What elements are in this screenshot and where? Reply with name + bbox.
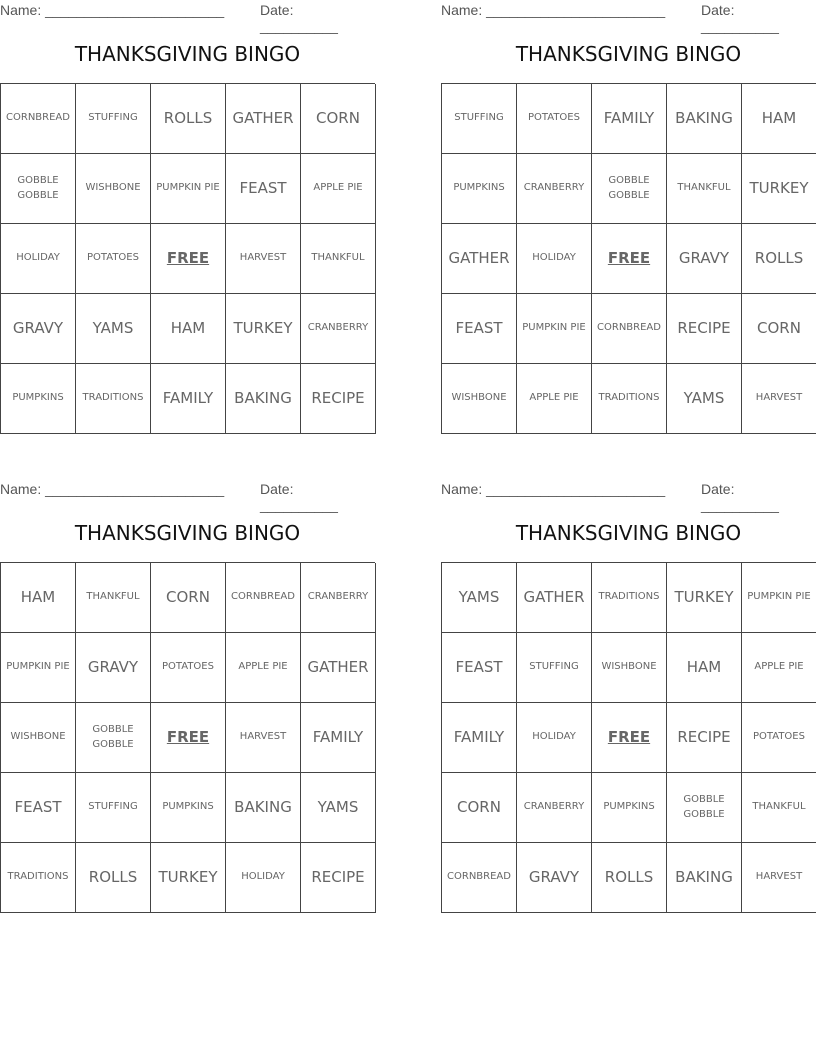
bingo-cell-label: CRANBERRY [307,591,369,603]
bingo-cell [151,84,226,154]
bingo-cell [301,843,376,913]
bingo-cell [226,563,301,633]
bingo-cell-label: FREE [166,248,210,267]
bingo-cell-label: YAMS [317,797,359,816]
bingo-cell-label: CORN [316,108,360,127]
name-field: Name: _______________________ [441,2,666,18]
bingo-cell [667,294,742,364]
bingo-cell [667,773,742,843]
card-title: THANKSGIVING BINGO [515,521,742,545]
bingo-cell [76,703,151,773]
bingo-cell-label: STUFFING [529,661,579,673]
bingo-cell-label: ROLLS [604,867,654,886]
bingo-cell-label: APPLE PIE [754,661,804,673]
bingo-cell [1,843,76,913]
bingo-cell-label: GATHER [232,108,294,127]
bingo-cell-label: THANKFUL [86,591,140,603]
bingo-cell [76,224,151,294]
bingo-cell [226,224,301,294]
bingo-cell [667,563,742,633]
bingo-cell-label: GOBBLE GOBBLE [608,175,650,201]
bingo-cell [1,364,76,434]
bingo-cell-label: APPLE PIE [529,392,579,404]
bingo-cell [667,224,742,294]
date-field: Date: __________ [260,481,338,513]
bingo-cell [151,294,226,364]
bingo-cell-label: FAMILY [453,727,505,746]
name-field: Name: _______________________ [0,2,225,18]
bingo-grid [441,562,816,913]
bingo-cell [76,84,151,154]
bingo-cell [667,84,742,154]
bingo-cell-label: TURKEY [233,318,293,337]
bingo-cell [226,364,301,434]
bingo-cell [151,843,226,913]
bingo-cell [742,224,816,294]
bingo-cell-label: PUMPKINS [453,182,505,194]
bingo-cell [592,633,667,703]
bingo-cell-label: YAMS [458,587,500,606]
bingo-cell-label: STUFFING [88,801,138,813]
bingo-cell-label: CORNBREAD [597,322,661,334]
bingo-cell [442,84,517,154]
bingo-cell-label: GOBBLE GOBBLE [17,175,59,201]
bingo-cell [301,154,376,224]
bingo-cell [517,294,592,364]
bingo-cell-label: YAMS [683,388,725,407]
bingo-cell-label: STUFFING [454,112,504,124]
bingo-cell [226,154,301,224]
bingo-cell [517,703,592,773]
bingo-cell-label: RECIPE [311,388,365,407]
bingo-cell [442,843,517,913]
bingo-cell-label: STUFFING [88,112,138,124]
bingo-cell [1,633,76,703]
bingo-cell [226,294,301,364]
bingo-cell-label: HAM [170,318,206,337]
bingo-grid [0,83,375,434]
bingo-cell [592,563,667,633]
bingo-cell [151,154,226,224]
bingo-cell [1,703,76,773]
bingo-cell-label: FAMILY [603,108,655,127]
bingo-cell-label: FREE [607,727,651,746]
bingo-cell-label: FEAST [455,318,503,337]
bingo-cell [742,84,816,154]
bingo-cell-label: HOLIDAY [532,252,576,264]
bingo-cell [442,294,517,364]
bingo-cell-label: TURKEY [674,587,734,606]
bingo-cell-label: ROLLS [754,248,804,267]
bingo-cell-label: PUMPKIN PIE [522,322,586,334]
bingo-cell-label: TRADITIONS [82,392,144,404]
bingo-cell [226,703,301,773]
bingo-cell-label: CORN [757,318,801,337]
bingo-cell-label: THANKFUL [311,252,365,264]
name-field: Name: _______________________ [441,481,666,497]
bingo-cell-label: BAKING [234,388,292,407]
bingo-cell [742,633,816,703]
bingo-card [0,479,375,909]
bingo-cell [1,224,76,294]
bingo-cell-label: PUMPKIN PIE [6,661,70,673]
bingo-cell-label: HARVEST [755,871,803,883]
bingo-cell-label: HARVEST [755,392,803,404]
bingo-cell-label: RECIPE [311,867,365,886]
bingo-cell-label: HOLIDAY [532,731,576,743]
bingo-cell-label: HOLIDAY [16,252,60,264]
free-space [592,703,667,773]
bingo-cell [301,773,376,843]
bingo-cell-label: GATHER [448,248,510,267]
bingo-cell [742,364,816,434]
bingo-cell-label: CRANBERRY [523,182,585,194]
bingo-cell [442,563,517,633]
bingo-cell-label: WISHBONE [451,392,507,404]
bingo-cell [592,84,667,154]
bingo-cell [1,154,76,224]
free-space [151,224,226,294]
bingo-cell-label: PUMPKIN PIE [156,182,220,194]
bingo-cell [517,563,592,633]
bingo-cell [592,773,667,843]
bingo-cell [742,773,816,843]
bingo-cell [76,563,151,633]
bingo-cell [1,773,76,843]
bingo-cell-label: RECIPE [677,727,731,746]
bingo-cell-label: GATHER [307,657,369,676]
bingo-cell-label: ROLLS [163,108,213,127]
bingo-cell [226,843,301,913]
bingo-cell-label: APPLE PIE [313,182,363,194]
card-title: THANKSGIVING BINGO [74,42,301,66]
name-date-fields [0,481,375,513]
bingo-cell [517,633,592,703]
bingo-cell [742,703,816,773]
bingo-cell-label: RECIPE [677,318,731,337]
bingo-cell-label: HAM [761,108,797,127]
bingo-cell-label: CORNBREAD [6,112,70,124]
bingo-cell-label: GATHER [523,587,585,606]
bingo-cell [1,84,76,154]
name-date-fields [441,2,816,34]
bingo-cell [1,294,76,364]
free-space [592,224,667,294]
bingo-cell [517,843,592,913]
bingo-cell-label: WISHBONE [601,661,657,673]
bingo-cell [76,843,151,913]
bingo-cell-label: HARVEST [239,252,287,264]
bingo-cell-label: TRADITIONS [598,591,660,603]
bingo-cell-label: YAMS [92,318,134,337]
bingo-cell [517,154,592,224]
bingo-cell [517,84,592,154]
bingo-cell [301,633,376,703]
bingo-cell [742,563,816,633]
bingo-cell [742,154,816,224]
bingo-cell [76,773,151,843]
bingo-cell [442,703,517,773]
date-field: Date: __________ [260,2,338,34]
bingo-cell [151,633,226,703]
bingo-cell-label: TURKEY [749,178,809,197]
bingo-cell-label: ROLLS [88,867,138,886]
name-date-fields [0,2,375,34]
bingo-cell-label: FREE [166,727,210,746]
bingo-cell-label: CRANBERRY [523,801,585,813]
bingo-cell [76,364,151,434]
bingo-card [441,479,816,909]
bingo-cell [301,703,376,773]
bingo-cell-label: BAKING [675,108,733,127]
bingo-cell-label: GOBBLE GOBBLE [683,794,725,820]
bingo-cell [592,154,667,224]
bingo-cell-label: GRAVY [12,318,64,337]
bingo-cell [442,633,517,703]
card-title: THANKSGIVING BINGO [515,42,742,66]
bingo-cell-label: GRAVY [528,867,580,886]
bingo-cell [742,843,816,913]
bingo-cell [667,703,742,773]
bingo-cell [517,773,592,843]
bingo-cell [442,154,517,224]
bingo-cell [301,84,376,154]
bingo-card [0,0,375,430]
bingo-cell-label: FAMILY [162,388,214,407]
bingo-cell-label: CRANBERRY [307,322,369,334]
bingo-cell-label: CORN [457,797,501,816]
bingo-grid [0,562,375,913]
bingo-cell-label: APPLE PIE [238,661,288,673]
bingo-cell-label: TRADITIONS [7,871,69,883]
bingo-cell-label: PUMPKINS [603,801,655,813]
bingo-cell-label: HAM [686,657,722,676]
bingo-cell-label: POTATOES [753,731,805,743]
bingo-card [441,0,816,430]
bingo-cell-label: THANKFUL [677,182,731,194]
bingo-cell [76,154,151,224]
bingo-cell-label: BAKING [234,797,292,816]
bingo-cell-label: POTATOES [162,661,214,673]
bingo-cell-label: BAKING [675,867,733,886]
bingo-cell [151,563,226,633]
bingo-cell-label: FAMILY [312,727,364,746]
name-date-fields [441,481,816,513]
bingo-cell [151,773,226,843]
bingo-cell [442,224,517,294]
bingo-cell-label: FEAST [14,797,62,816]
bingo-cell-label: WISHBONE [85,182,141,194]
name-field: Name: _______________________ [0,481,225,497]
bingo-cell [76,633,151,703]
bingo-cell [742,294,816,364]
bingo-cell-label: HOLIDAY [241,871,285,883]
bingo-cell-label: POTATOES [87,252,139,264]
bingo-cell-label: FREE [607,248,651,267]
bingo-cell [667,364,742,434]
bingo-cell [76,294,151,364]
bingo-cell-label: HARVEST [239,731,287,743]
bingo-cell [442,364,517,434]
bingo-cell-label: GRAVY [678,248,730,267]
bingo-cell [226,633,301,703]
bingo-cell-label: WISHBONE [10,731,66,743]
bingo-cell [592,364,667,434]
bingo-cell-label: TRADITIONS [598,392,660,404]
bingo-cell [301,224,376,294]
bingo-grid [441,83,816,434]
bingo-cell [667,843,742,913]
bingo-cell-label: CORNBREAD [231,591,295,603]
bingo-cell-label: FEAST [455,657,503,676]
bingo-cell [1,563,76,633]
bingo-cell-label: PUMPKIN PIE [747,591,811,603]
bingo-cell-label: PUMPKINS [12,392,64,404]
card-title: THANKSGIVING BINGO [74,521,301,545]
bingo-cell-label: THANKFUL [752,801,806,813]
bingo-cell-label: CORNBREAD [447,871,511,883]
bingo-cell [442,773,517,843]
bingo-cell [226,84,301,154]
bingo-cell-label: GOBBLE GOBBLE [92,724,134,750]
bingo-cell-label: HAM [20,587,56,606]
bingo-cell-label: POTATOES [528,112,580,124]
bingo-cell [517,364,592,434]
bingo-cell-label: CORN [166,587,210,606]
bingo-cell [592,843,667,913]
bingo-cell [301,294,376,364]
date-field: Date: __________ [701,481,779,513]
bingo-cell-label: FEAST [239,178,287,197]
bingo-cell-label: PUMPKINS [162,801,214,813]
bingo-cell [667,154,742,224]
bingo-cell [151,364,226,434]
bingo-cell [226,773,301,843]
bingo-cell [517,224,592,294]
bingo-cell [301,364,376,434]
date-field: Date: __________ [701,2,779,34]
bingo-cell [301,563,376,633]
free-space [151,703,226,773]
bingo-cell-label: GRAVY [87,657,139,676]
bingo-cell-label: TURKEY [158,867,218,886]
bingo-cell [592,294,667,364]
bingo-cell [667,633,742,703]
